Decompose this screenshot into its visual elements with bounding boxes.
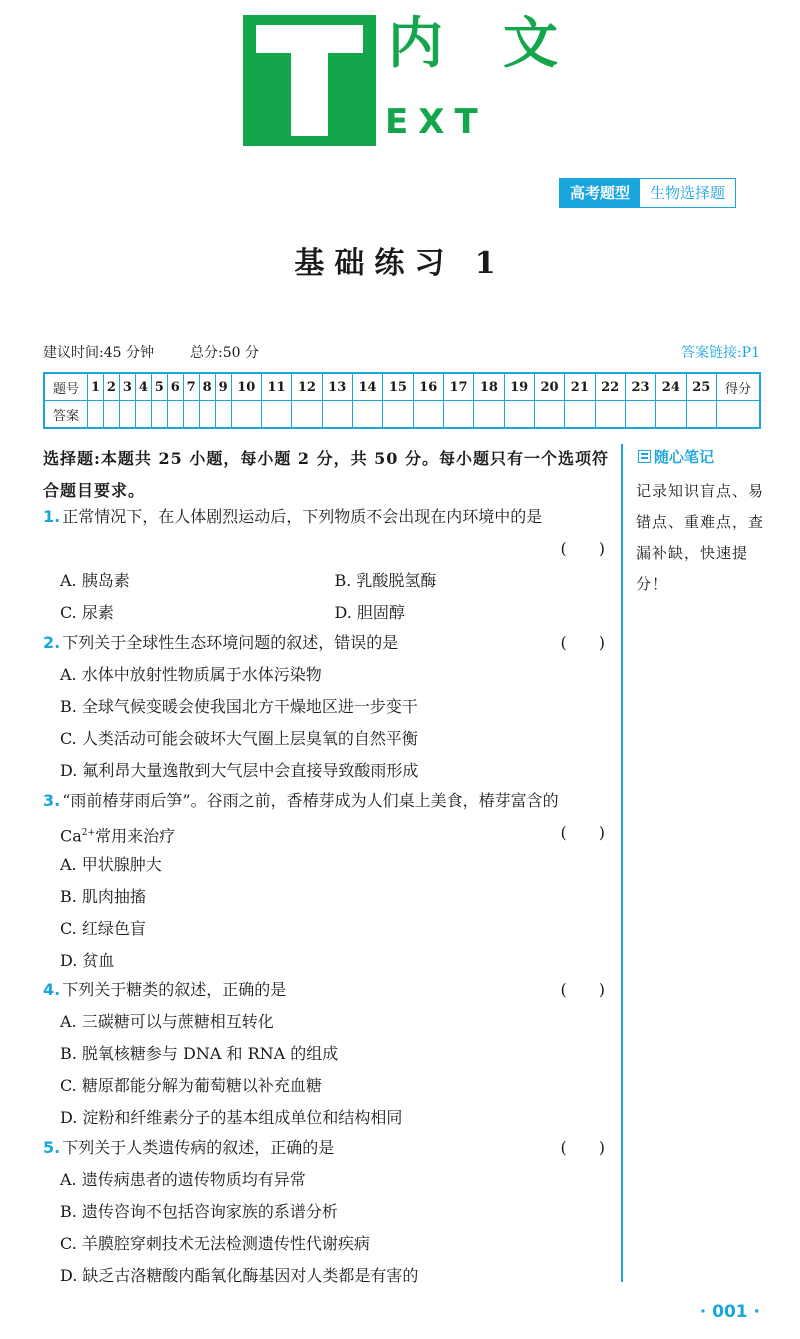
question-stem: 下列关于糖类的叙述，正确的是 (62, 980, 287, 999)
section-instructions: 选择题:本题共 25 小题，每小题 2 分，共 50 分。每小题只有一个选项符合题目要求。 (43, 449, 609, 500)
answer-cell[interactable] (352, 401, 382, 429)
option-c[interactable]: C. 尿素 (60, 603, 114, 622)
question-number: 3. (43, 791, 61, 810)
logo-t-bar (256, 25, 363, 53)
page-title: 基础练习 1 (294, 246, 506, 281)
notes-title (638, 446, 714, 467)
option-a[interactable]: A. 水体中放射性物质属于水体污染物 (60, 665, 322, 684)
question-number: 2. (43, 633, 61, 652)
grid-number: 16 (413, 373, 443, 401)
notes-body: 记录知识盲点、易错点、重难点，查漏补缺，快速提分！ (636, 482, 765, 593)
grid-number-row (44, 373, 760, 401)
question-number: 5. (43, 1138, 61, 1157)
question-stem: 下列关于全球性生态环境问题的叙述，错误的是 (62, 633, 399, 652)
option-b[interactable]: B. 脱氧核糖参与 DNA 和 RNA 的组成 (60, 1044, 339, 1063)
answer-cell[interactable] (686, 401, 717, 429)
option-d[interactable]: D. 氟利昂大量逸散到大气层中会直接导致酸雨形成 (60, 761, 419, 780)
question-4 (43, 974, 609, 1134)
answer-blank[interactable]: ( ) (560, 1138, 605, 1157)
notes-title-text: 随心笔记 (654, 448, 715, 466)
answer-cell[interactable] (261, 401, 291, 429)
answer-cell[interactable] (413, 401, 443, 429)
answer-cell[interactable] (151, 401, 167, 429)
option-c[interactable]: C. 糖原都能分解为葡萄糖以补充血糖 (60, 1076, 322, 1095)
score-cell[interactable] (717, 401, 761, 429)
option-a[interactable]: A. 三碳糖可以与蔗糖相互转化 (60, 1012, 274, 1031)
option-b[interactable]: B. 遗传咨询不包括咨询家族的系谱分析 (60, 1202, 338, 1221)
grid-number: 8 (199, 373, 215, 401)
option-a[interactable]: A. 遗传病患者的遗传物质均有异常 (60, 1170, 306, 1189)
total-score: 总分:50 分 (189, 345, 259, 361)
grid-answer-label: 答案 (44, 401, 88, 429)
answer-cell[interactable] (443, 401, 473, 429)
answer-link[interactable]: 答案链接:P1 (680, 345, 760, 361)
question-number: 1. (43, 507, 61, 526)
option-b[interactable]: B. 乳酸脱氢酶 (334, 571, 437, 590)
answer-cell[interactable] (565, 401, 595, 429)
question-1 (43, 501, 609, 629)
answer-blank[interactable]: ( ) (560, 980, 605, 999)
grid-number: 23 (625, 373, 655, 401)
grid-number: 14 (352, 373, 382, 401)
grid-score-label: 得分 (717, 373, 761, 401)
option-d[interactable]: D. 淀粉和纤维素分子的基本组成单位和结构相同 (60, 1108, 403, 1127)
answer-cell[interactable] (215, 401, 231, 429)
answer-cell[interactable] (474, 401, 504, 429)
answer-cell[interactable] (88, 401, 104, 429)
badge-type: 高考题型 (560, 179, 640, 207)
grid-number: 18 (474, 373, 504, 401)
answer-cell[interactable] (135, 401, 151, 429)
grid-number: 6 (167, 373, 183, 401)
answer-cell[interactable] (119, 401, 135, 429)
grid-number: 25 (686, 373, 717, 401)
option-c[interactable]: C. 人类活动可能会破坏大气圈上层臭氧的自然平衡 (60, 729, 418, 748)
grid-number: 3 (119, 373, 135, 401)
option-c[interactable]: C. 羊膜腔穿刺技术无法检测遗传性代谢疾病 (60, 1234, 370, 1253)
answer-blank[interactable]: ( ) (560, 823, 605, 842)
answer-cell[interactable] (183, 401, 199, 429)
option-b[interactable]: B. 全球气候变暖会使我国北方干燥地区进一步变干 (60, 697, 418, 716)
grid-number: 11 (261, 373, 291, 401)
grid-answer-row (44, 401, 760, 429)
answer-cell[interactable] (199, 401, 215, 429)
answer-cell[interactable] (322, 401, 352, 429)
logo-t-block (243, 15, 376, 146)
answer-cell[interactable] (504, 401, 534, 429)
grid-number: 13 (322, 373, 352, 401)
calcium-symbol: Ca (60, 826, 82, 846)
question-stem: 下列关于人类遗传病的叙述，正确的是 (62, 1138, 335, 1157)
question-5 (43, 1132, 609, 1292)
question-type-badge (559, 178, 736, 208)
grid-number: 20 (534, 373, 564, 401)
answer-blank[interactable]: ( ) (560, 539, 605, 558)
question-2 (43, 627, 609, 787)
grid-number: 21 (565, 373, 595, 401)
question-3 (43, 785, 609, 977)
grid-number: 15 (383, 373, 413, 401)
answer-cell[interactable] (292, 401, 322, 429)
question-number: 4. (43, 980, 61, 999)
answer-cell[interactable] (231, 401, 261, 429)
option-c[interactable]: C. 红绿色盲 (60, 919, 146, 938)
notes-icon (638, 450, 651, 463)
logo-chinese-text: 内文 (388, 11, 619, 75)
calcium-charge: 2+ (81, 828, 96, 838)
answer-cell[interactable] (625, 401, 655, 429)
notes-divider (621, 444, 623, 1282)
option-d[interactable]: D. 贫血 (60, 951, 115, 970)
meta-info (43, 342, 259, 362)
grid-row-label: 题号 (44, 373, 88, 401)
grid-number: 17 (443, 373, 473, 401)
answer-cell[interactable] (656, 401, 686, 429)
question-stem-cont: 常用来治疗 (95, 826, 176, 846)
grid-number: 19 (504, 373, 534, 401)
answer-cell[interactable] (383, 401, 413, 429)
logo-english-text: EXT (385, 102, 488, 142)
grid-number: 22 (595, 373, 625, 401)
option-a[interactable]: A. 胰岛素 (60, 571, 130, 590)
question-stem: 正常情况下，在人体剧烈运动后，下列物质不会出现在内环境中的是 (62, 507, 543, 526)
option-d[interactable]: D. 胆固醇 (334, 603, 405, 622)
grid-number: 10 (231, 373, 261, 401)
answer-cell[interactable] (103, 401, 119, 429)
badge-subject: 生物选择题 (640, 179, 735, 207)
logo-t-stem (291, 53, 328, 136)
option-b[interactable]: B. 肌肉抽搐 (60, 887, 146, 906)
option-d[interactable]: D. 缺乏古洛糖酸内酯氧化酶基因对人类都是有害的 (60, 1266, 419, 1285)
grid-number: 9 (215, 373, 231, 401)
page-number: · 001 · (699, 1302, 760, 1322)
grid-number: 1 (88, 373, 104, 401)
grid-number: 2 (103, 373, 119, 401)
answer-cell[interactable] (595, 401, 625, 429)
option-a[interactable]: A. 甲状腺肿大 (60, 855, 162, 874)
question-stem: “雨前椿芽雨后笋”。谷雨之前，香椿芽成为人们桌上美食，椿芽富含的 (62, 791, 559, 810)
answer-cell[interactable] (167, 401, 183, 429)
grid-number: 7 (183, 373, 199, 401)
answer-cell[interactable] (534, 401, 564, 429)
grid-number: 4 (135, 373, 151, 401)
grid-number: 24 (656, 373, 686, 401)
suggested-time: 建议时间:45 分钟 (43, 345, 154, 361)
answer-grid (43, 372, 761, 429)
answer-blank[interactable]: ( ) (560, 633, 605, 652)
grid-number: 5 (151, 373, 167, 401)
grid-number: 12 (292, 373, 322, 401)
